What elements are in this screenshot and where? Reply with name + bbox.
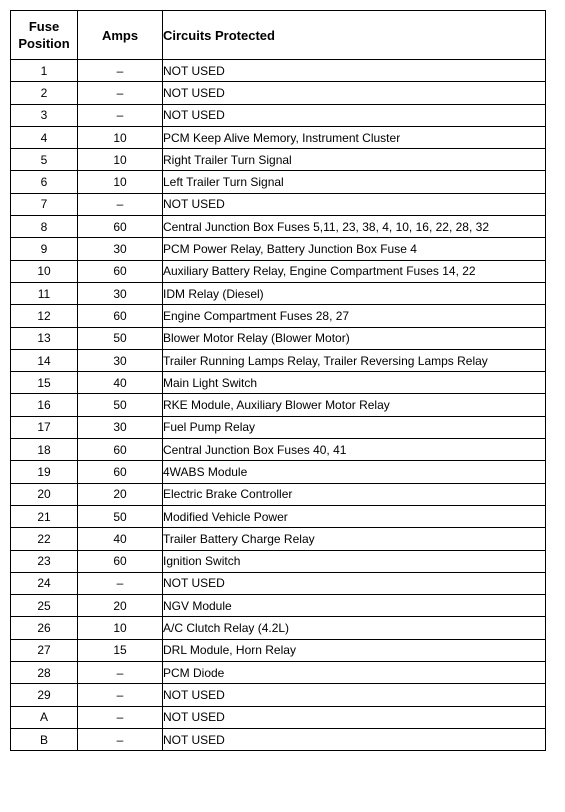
fuse-position-cell: 3 xyxy=(11,104,78,126)
circuits-cell: Right Trailer Turn Signal xyxy=(163,149,546,171)
amps-cell: 60 xyxy=(78,439,163,461)
circuits-cell: Modified Vehicle Power xyxy=(163,505,546,527)
circuits-cell: Left Trailer Turn Signal xyxy=(163,171,546,193)
amps-cell: – xyxy=(78,684,163,706)
table-row xyxy=(11,171,546,193)
amps-cell: 60 xyxy=(78,260,163,282)
circuits-cell: Trailer Running Lamps Relay, Trailer Reversing Lamps Relay xyxy=(163,349,546,371)
table-row xyxy=(11,550,546,572)
circuits-cell: PCM Power Relay, Battery Junction Box Fuse 4 xyxy=(163,238,546,260)
amps-cell: 60 xyxy=(78,461,163,483)
table-row xyxy=(11,193,546,215)
table-row xyxy=(11,439,546,461)
table-row xyxy=(11,461,546,483)
amps-cell: 50 xyxy=(78,327,163,349)
header-circuits-protected: Circuits Protected xyxy=(163,11,546,60)
table-row xyxy=(11,617,546,639)
fuse-position-cell: 21 xyxy=(11,505,78,527)
fuse-position-cell: 16 xyxy=(11,394,78,416)
circuits-cell: Fuel Pump Relay xyxy=(163,416,546,438)
fuse-position-cell: 27 xyxy=(11,639,78,661)
table-row xyxy=(11,126,546,148)
amps-cell: – xyxy=(78,193,163,215)
circuits-cell: NOT USED xyxy=(163,728,546,750)
table-row xyxy=(11,149,546,171)
table-row xyxy=(11,728,546,750)
amps-cell: – xyxy=(78,104,163,126)
circuits-cell: Blower Motor Relay (Blower Motor) xyxy=(163,327,546,349)
fuse-position-cell: 2 xyxy=(11,82,78,104)
table-row xyxy=(11,595,546,617)
circuits-cell: IDM Relay (Diesel) xyxy=(163,282,546,304)
table-row xyxy=(11,305,546,327)
amps-cell: 40 xyxy=(78,528,163,550)
circuits-cell: DRL Module, Horn Relay xyxy=(163,639,546,661)
circuits-cell: Electric Brake Controller xyxy=(163,483,546,505)
header-position-line1: Fuse xyxy=(28,19,60,34)
table-row xyxy=(11,416,546,438)
fuse-position-cell: 20 xyxy=(11,483,78,505)
circuits-cell: RKE Module, Auxiliary Blower Motor Relay xyxy=(163,394,546,416)
amps-cell: 10 xyxy=(78,171,163,193)
table-row xyxy=(11,483,546,505)
table-row xyxy=(11,282,546,304)
circuits-cell: NOT USED xyxy=(163,572,546,594)
table-row xyxy=(11,394,546,416)
circuits-cell: Auxiliary Battery Relay, Engine Compartment Fuses 14, 22 xyxy=(163,260,546,282)
fuse-position-cell: 25 xyxy=(11,595,78,617)
fuse-position-cell: 26 xyxy=(11,617,78,639)
circuits-cell: PCM Diode xyxy=(163,662,546,684)
circuits-cell: NOT USED xyxy=(163,60,546,82)
fuse-position-cell: 10 xyxy=(11,260,78,282)
amps-cell: – xyxy=(78,706,163,728)
amps-cell: 40 xyxy=(78,372,163,394)
fuse-position-cell: B xyxy=(11,728,78,750)
fuse-position-cell: 28 xyxy=(11,662,78,684)
circuits-cell: Ignition Switch xyxy=(163,550,546,572)
circuits-cell: Central Junction Box Fuses 40, 41 xyxy=(163,439,546,461)
fuse-position-cell: 18 xyxy=(11,439,78,461)
circuits-cell: PCM Keep Alive Memory, Instrument Cluster xyxy=(163,126,546,148)
fuse-position-cell: 12 xyxy=(11,305,78,327)
table-row xyxy=(11,216,546,238)
header-amps: Amps xyxy=(78,11,163,60)
circuits-cell: NOT USED xyxy=(163,104,546,126)
table-row xyxy=(11,662,546,684)
fuse-position-cell: 5 xyxy=(11,149,78,171)
amps-cell: 20 xyxy=(78,483,163,505)
amps-cell: 60 xyxy=(78,550,163,572)
fuse-position-cell: 24 xyxy=(11,572,78,594)
circuits-cell: Trailer Battery Charge Relay xyxy=(163,528,546,550)
circuits-cell: NOT USED xyxy=(163,82,546,104)
amps-cell: 50 xyxy=(78,505,163,527)
amps-cell: – xyxy=(78,662,163,684)
amps-cell: 15 xyxy=(78,639,163,661)
circuits-cell: Engine Compartment Fuses 28, 27 xyxy=(163,305,546,327)
table-row xyxy=(11,639,546,661)
fuse-position-cell: 8 xyxy=(11,216,78,238)
amps-cell: 30 xyxy=(78,349,163,371)
circuits-cell: Main Light Switch xyxy=(163,372,546,394)
table-body xyxy=(11,60,546,751)
fuse-position-cell: 9 xyxy=(11,238,78,260)
amps-cell: 10 xyxy=(78,617,163,639)
table-row xyxy=(11,260,546,282)
fuse-position-cell: 15 xyxy=(11,372,78,394)
fuse-position-cell: 6 xyxy=(11,171,78,193)
fuse-position-cell: A xyxy=(11,706,78,728)
amps-cell: – xyxy=(78,82,163,104)
amps-cell: 20 xyxy=(78,595,163,617)
fuse-position-cell: 7 xyxy=(11,193,78,215)
table-row xyxy=(11,572,546,594)
table-row xyxy=(11,372,546,394)
table-header-row xyxy=(11,11,546,60)
circuits-cell: A/C Clutch Relay (4.2L) xyxy=(163,617,546,639)
table-row xyxy=(11,60,546,82)
fuse-position-cell: 19 xyxy=(11,461,78,483)
circuits-cell: NOT USED xyxy=(163,706,546,728)
fuse-position-cell: 22 xyxy=(11,528,78,550)
amps-cell: – xyxy=(78,728,163,750)
table-row xyxy=(11,684,546,706)
table-row xyxy=(11,327,546,349)
fuse-position-cell: 29 xyxy=(11,684,78,706)
table-row xyxy=(11,238,546,260)
amps-cell: 60 xyxy=(78,216,163,238)
amps-cell: 10 xyxy=(78,149,163,171)
circuits-cell: NOT USED xyxy=(163,684,546,706)
amps-cell: 30 xyxy=(78,416,163,438)
table-row xyxy=(11,505,546,527)
amps-cell: 50 xyxy=(78,394,163,416)
circuits-cell: NGV Module xyxy=(163,595,546,617)
amps-cell: 30 xyxy=(78,238,163,260)
amps-cell: – xyxy=(78,60,163,82)
fuse-position-cell: 4 xyxy=(11,126,78,148)
table-row xyxy=(11,706,546,728)
fuse-position-cell: 11 xyxy=(11,282,78,304)
amps-cell: – xyxy=(78,572,163,594)
table-row xyxy=(11,528,546,550)
fuse-position-cell: 13 xyxy=(11,327,78,349)
circuits-cell: 4WABS Module xyxy=(163,461,546,483)
circuits-cell: NOT USED xyxy=(163,193,546,215)
table-row xyxy=(11,349,546,371)
fuse-position-cell: 23 xyxy=(11,550,78,572)
header-fuse-position xyxy=(11,11,78,60)
table-row xyxy=(11,104,546,126)
table-row xyxy=(11,82,546,104)
fuse-position-cell: 1 xyxy=(11,60,78,82)
fuse-position-cell: 17 xyxy=(11,416,78,438)
fuse-position-cell: 14 xyxy=(11,349,78,371)
amps-cell: 60 xyxy=(78,305,163,327)
amps-cell: 10 xyxy=(78,126,163,148)
amps-cell: 30 xyxy=(78,282,163,304)
header-position-line2: Position xyxy=(18,36,70,51)
fuse-table xyxy=(10,10,546,751)
circuits-cell: Central Junction Box Fuses 5,11, 23, 38, 4, 10, 16, 22, 28, 32 xyxy=(163,216,546,238)
